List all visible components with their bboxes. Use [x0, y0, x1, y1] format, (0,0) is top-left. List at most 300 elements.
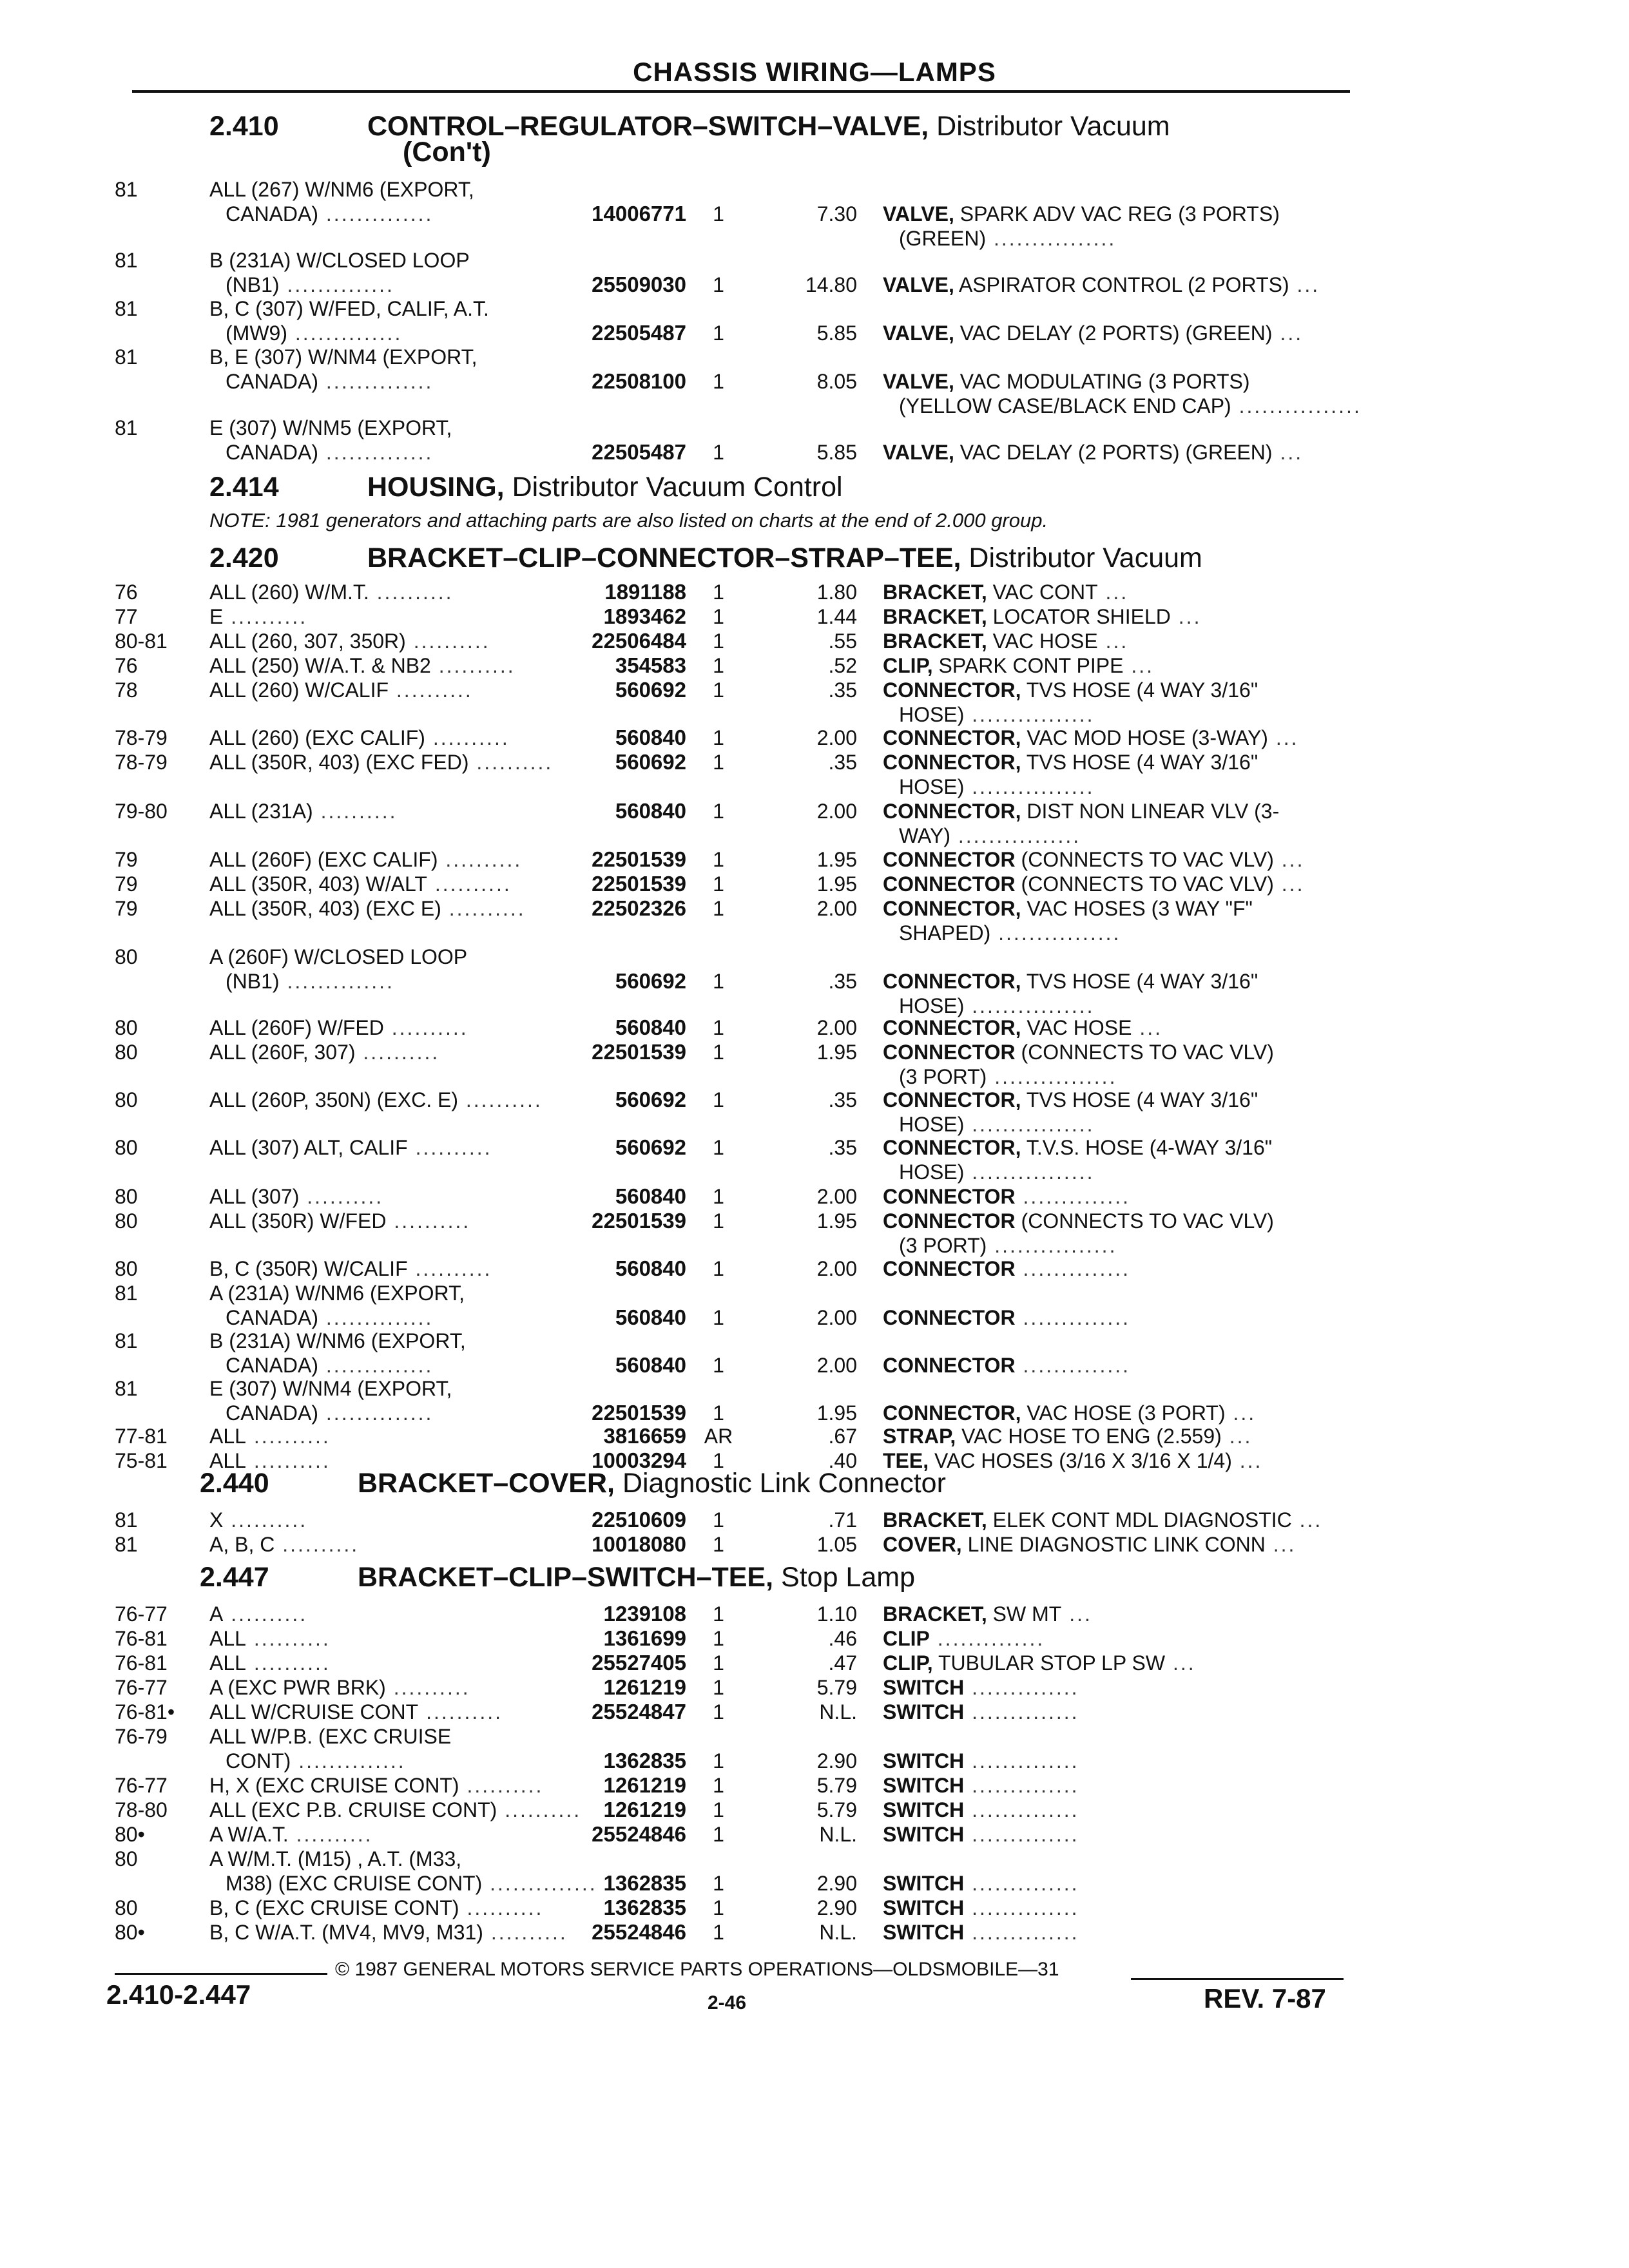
- leader-dots: ..............: [964, 1749, 1079, 1773]
- application-cont: CANADA) ..............: [226, 370, 434, 393]
- description-text: ELEK CONT MDL DIAGNOSTIC: [987, 1508, 1292, 1532]
- application: B, C W/A.T. (MV4, MV9, M31) ..........: [209, 1921, 568, 1944]
- year-range: 80•: [115, 1921, 145, 1944]
- quantity: 1: [713, 605, 724, 628]
- quantity: 1: [713, 800, 724, 823]
- quantity: 1: [713, 370, 724, 393]
- leader-dots: ...: [1123, 654, 1154, 677]
- description-keyword: CONNECTOR: [883, 1354, 1016, 1377]
- section-title-suffix: Distributor Vacuum: [969, 543, 1202, 573]
- leader-dots: ..........: [288, 1823, 373, 1846]
- application: A W/A.T. ..........: [209, 1823, 373, 1846]
- leader-dots: ..............: [1015, 1306, 1130, 1329]
- part-number: 1261219: [603, 1773, 686, 1797]
- price: 2.90: [816, 1749, 857, 1773]
- year-range: 80: [115, 945, 138, 968]
- leader-dots: ..........: [430, 654, 516, 677]
- application: B (231A) W/CLOSED LOOP: [209, 249, 470, 272]
- quantity: 1: [713, 1306, 724, 1329]
- application: ALL W/CRUISE CONT ..........: [209, 1700, 503, 1724]
- description-keyword: CONNECTOR,: [883, 1088, 1021, 1111]
- leader-dots: ...: [1268, 726, 1299, 749]
- section-title-main: BRACKET–CLIP–SWITCH–TEE,: [358, 1562, 774, 1593]
- application-cont: CANADA) ..............: [226, 1354, 434, 1377]
- price: 5.79: [816, 1798, 857, 1821]
- description: [883, 872, 1398, 896]
- description: [883, 1448, 1398, 1473]
- price: 1.10: [816, 1602, 857, 1626]
- part-number: 25527405: [592, 1651, 686, 1675]
- application: E ..........: [209, 605, 308, 628]
- year-range: 79: [115, 897, 138, 920]
- quantity: 1: [713, 1041, 724, 1064]
- price: 2.90: [816, 1872, 857, 1895]
- leader-dots: ..........: [385, 1676, 470, 1699]
- leader-dots: ..........: [407, 1257, 492, 1280]
- quantity: 1: [713, 581, 724, 604]
- footer-revision: REV. 7-87: [1204, 1983, 1326, 2013]
- application: B, C (307) W/FED, CALIF, A.T.: [209, 297, 489, 320]
- description-keyword: CONNECTOR,: [883, 1136, 1021, 1159]
- leader-dots: ...: [1231, 1449, 1263, 1472]
- description-cont: (3 PORT) ................: [899, 1234, 1117, 1257]
- description-text: TVS HOSE (4 WAY 3/16": [1021, 1088, 1258, 1111]
- price: 2.00: [816, 1354, 857, 1377]
- quantity: 1: [713, 1449, 724, 1472]
- part-number: 560692: [615, 750, 686, 774]
- application-cont: CONT) ..............: [226, 1749, 406, 1773]
- year-range: 76-77: [115, 1602, 168, 1626]
- year-range: 76-81: [115, 1651, 168, 1675]
- section-title-main: BRACKET–CLIP–CONNECTOR–STRAP–TEE,: [367, 543, 961, 573]
- part-number: 1362835: [603, 1749, 686, 1773]
- price: 1.44: [816, 605, 857, 628]
- part-number: 560692: [615, 1088, 686, 1111]
- description-text: (CONNECTS TO VAC VLV): [1015, 872, 1274, 896]
- description-keyword: CLIP,: [883, 1651, 933, 1675]
- section-title-suffix: Stop Lamp: [781, 1562, 915, 1593]
- part-number: 22508100: [592, 369, 686, 393]
- description-keyword: CLIP,: [883, 654, 933, 677]
- part-number: 25524847: [592, 1700, 686, 1724]
- quantity: 1: [713, 1798, 724, 1821]
- description-keyword: COVER,: [883, 1533, 962, 1556]
- description: [883, 750, 1398, 774]
- part-number: 560840: [615, 1256, 686, 1280]
- leader-dots: ..........: [386, 1209, 471, 1233]
- part-number: 1361699: [603, 1626, 686, 1650]
- leader-dots: ..........: [438, 848, 523, 871]
- application: A W/M.T. (M15) , A.T. (M33,: [209, 1847, 462, 1870]
- description-keyword: SWITCH: [883, 1921, 965, 1944]
- quantity: 1: [713, 872, 724, 896]
- page-title: CHASSIS WIRING—LAMPS: [633, 57, 996, 87]
- leader-dots: ...: [1273, 872, 1305, 896]
- leader-dots: ..............: [964, 1798, 1079, 1821]
- description-text: ASPIRATOR CONTROL (2 PORTS): [954, 273, 1289, 296]
- part-number: 560840: [615, 1184, 686, 1208]
- leader-dots: ................: [950, 824, 1081, 847]
- footer-rule-right: [1131, 1978, 1344, 1980]
- description-keyword: BRACKET,: [883, 1602, 987, 1626]
- application: E (307) W/NM5 (EXPORT,: [209, 416, 452, 439]
- leader-dots: ..............: [1015, 1185, 1130, 1208]
- description-cont: HOSE) ................: [899, 1113, 1095, 1136]
- year-range: 76: [115, 581, 138, 604]
- part-number: 10003294: [592, 1448, 686, 1472]
- application: ALL (260) W/M.T. ..........: [209, 581, 454, 604]
- footer-copyright: © 1987 GENERAL MOTORS SERVICE PARTS OPERATIONS—OLDSMOBILE—31: [335, 1959, 1059, 1980]
- description: [883, 847, 1398, 872]
- part-number: 22501539: [592, 1209, 686, 1233]
- description: [883, 440, 1398, 465]
- part-number: 1362835: [603, 1871, 686, 1895]
- leader-dots: ..........: [483, 1921, 568, 1944]
- part-number: 22505487: [592, 321, 686, 345]
- leader-dots: ...: [1221, 1425, 1253, 1448]
- description-text: VAC HOSE TO ENG (2.559): [956, 1425, 1222, 1448]
- part-number: 25509030: [592, 273, 686, 296]
- price: 2.00: [816, 726, 857, 749]
- quantity: 1: [713, 322, 724, 345]
- leader-dots: ..........: [418, 1700, 503, 1724]
- price: 1.95: [816, 1401, 857, 1425]
- price: .35: [828, 970, 857, 993]
- price: .55: [828, 629, 857, 653]
- description: [883, 1749, 1398, 1773]
- part-number: 25524846: [592, 1822, 686, 1846]
- description: [883, 1871, 1398, 1896]
- price: 1.95: [816, 848, 857, 871]
- quantity: 1: [713, 273, 724, 296]
- price: 2.00: [816, 1306, 857, 1329]
- description-text: TVS HOSE (4 WAY 3/16": [1021, 678, 1258, 702]
- price: 5.79: [816, 1774, 857, 1797]
- leader-dots: ..........: [246, 1449, 331, 1472]
- price: .46: [828, 1627, 857, 1650]
- application: ALL (267) W/NM6 (EXPORT,: [209, 178, 474, 201]
- description-keyword: TEE,: [883, 1449, 929, 1472]
- quantity: 1: [713, 1088, 724, 1111]
- quantity: 1: [713, 848, 724, 871]
- description: [883, 1209, 1398, 1233]
- description: [883, 1135, 1398, 1160]
- description-text: SW MT: [987, 1602, 1062, 1626]
- leader-dots: ..........: [246, 1425, 331, 1448]
- description-cont: (GREEN) ................: [899, 227, 1117, 250]
- year-range: 79: [115, 872, 138, 896]
- part-number: 22505487: [592, 440, 686, 464]
- quantity: 1: [713, 629, 724, 653]
- application: E (307) W/NM4 (EXPORT,: [209, 1377, 452, 1400]
- description-text: SPARK CONT PIPE: [932, 654, 1124, 677]
- part-number: 560840: [615, 1353, 686, 1377]
- description-keyword: CONNECTOR: [883, 848, 1016, 871]
- part-number: 354583: [615, 653, 686, 677]
- description: [883, 1256, 1398, 1281]
- price: 2.00: [816, 800, 857, 823]
- description-keyword: SWITCH: [883, 1749, 965, 1773]
- quantity: 1: [713, 1257, 724, 1280]
- leader-dots: ..............: [318, 1354, 434, 1377]
- quantity: 1: [713, 1749, 724, 1773]
- leader-dots: ..............: [318, 202, 434, 226]
- year-range: 76-81•: [115, 1700, 175, 1724]
- year-range: 78-80: [115, 1798, 168, 1821]
- leader-dots: ...: [1097, 629, 1129, 653]
- part-number: 560692: [615, 1135, 686, 1159]
- footer-page-number: 2-46: [708, 1992, 747, 2013]
- leader-dots: ..............: [318, 370, 434, 393]
- section-title-suffix: Distributor Vacuum: [936, 111, 1170, 142]
- leader-dots: ...: [1061, 1602, 1092, 1626]
- description-keyword: BRACKET,: [883, 629, 987, 653]
- description: [883, 726, 1398, 750]
- price: .52: [828, 654, 857, 677]
- price: 1.95: [816, 1041, 857, 1064]
- leader-dots: ...: [1132, 1016, 1162, 1039]
- description-keyword: CONNECTOR,: [883, 1401, 1021, 1425]
- leader-dots: ..........: [458, 1088, 543, 1111]
- description-text: (CONNECTS TO VAC VLV): [1015, 1041, 1274, 1064]
- year-range: 81: [115, 1282, 138, 1305]
- leader-dots: ...: [1225, 1401, 1257, 1425]
- description-text: VAC HOSES (3/16 X 3/16 X 1/4): [929, 1449, 1232, 1472]
- description-text: VAC CONT: [987, 581, 1098, 604]
- leader-dots: ...: [1170, 605, 1202, 628]
- description-text: VAC DELAY (2 PORTS) (GREEN): [954, 441, 1273, 464]
- description-text: LINE DIAGNOSTIC LINK CONN: [961, 1533, 1266, 1556]
- leader-dots: ..........: [223, 605, 308, 628]
- part-number: 22510609: [592, 1508, 686, 1532]
- leader-dots: ................: [964, 1160, 1095, 1184]
- section-title-suffix: Distributor Vacuum Control: [512, 472, 843, 503]
- leader-dots: ................: [1231, 394, 1362, 418]
- quantity: 1: [713, 1508, 724, 1532]
- description: [883, 1353, 1398, 1378]
- description-text: (CONNECTS TO VAC VLV): [1015, 848, 1274, 871]
- year-range: 80: [115, 1136, 138, 1159]
- year-range: 77-81: [115, 1425, 168, 1448]
- description-keyword: CONNECTOR,: [883, 751, 1021, 774]
- description-keyword: VALVE,: [883, 441, 954, 464]
- application-cont: CANADA) ..............: [226, 1401, 434, 1425]
- description-keyword: BRACKET,: [883, 581, 987, 604]
- description-cont: (3 PORT) ................: [899, 1065, 1117, 1088]
- application: B, E (307) W/NM4 (EXPORT,: [209, 345, 477, 369]
- leader-dots: ...: [1291, 1508, 1323, 1532]
- leader-dots: ...: [1272, 441, 1304, 464]
- year-range: 76-79: [115, 1725, 168, 1748]
- leader-dots: ................: [964, 1113, 1095, 1136]
- leader-dots: ..........: [313, 800, 398, 823]
- year-range: 78-79: [115, 726, 168, 749]
- price: 5.85: [816, 322, 857, 345]
- leader-dots: ..........: [246, 1627, 331, 1650]
- quantity: 1: [713, 1016, 724, 1039]
- part-number: 22502326: [592, 896, 686, 920]
- description-keyword: CONNECTOR: [883, 872, 1016, 896]
- year-range: 76-77: [115, 1774, 168, 1797]
- quantity: 1: [713, 1676, 724, 1699]
- price: .40: [828, 1449, 857, 1472]
- leader-dots: ................: [987, 1065, 1117, 1088]
- price: 1.05: [816, 1533, 857, 1556]
- application: ALL (260P, 350N) (EXC. E) ..........: [209, 1088, 543, 1111]
- quantity: 1: [713, 1651, 724, 1675]
- description: [883, 273, 1398, 297]
- price: 1.95: [816, 1209, 857, 1233]
- part-number: 560840: [615, 1305, 686, 1329]
- price: N.L.: [819, 1921, 857, 1944]
- application: B, C (EXC CRUISE CONT) ..........: [209, 1896, 544, 1919]
- section-number: 2.440: [200, 1468, 269, 1499]
- description: [883, 1532, 1398, 1557]
- part-number: 560840: [615, 1015, 686, 1039]
- section-title: [367, 472, 843, 503]
- part-number: 14006771: [592, 202, 686, 226]
- description: [883, 1305, 1398, 1330]
- year-range: 81: [115, 249, 138, 272]
- description: [883, 1015, 1398, 1040]
- year-range: 75-81: [115, 1449, 168, 1472]
- leader-dots: ..............: [929, 1627, 1045, 1650]
- quantity: 1: [713, 1872, 724, 1895]
- leader-dots: ..............: [1015, 1354, 1130, 1377]
- application-cont: CANADA) ..............: [226, 1306, 434, 1329]
- description-keyword: VALVE,: [883, 202, 954, 226]
- description-cont: HOSE) ................: [899, 775, 1095, 798]
- description-text: LOCATOR SHIELD: [987, 605, 1171, 628]
- year-range: 77: [115, 605, 138, 628]
- leader-dots: ..........: [497, 1798, 582, 1821]
- description-keyword: SWITCH: [883, 1798, 965, 1821]
- year-range: 80: [115, 1016, 138, 1039]
- quantity: 1: [713, 1209, 724, 1233]
- quantity: AR: [704, 1425, 733, 1448]
- quantity: 1: [713, 1823, 724, 1846]
- description: [883, 799, 1398, 823]
- leader-dots: ..............: [964, 1896, 1079, 1919]
- year-range: 76-77: [115, 1676, 168, 1699]
- application: ALL (260F, 307) ..........: [209, 1041, 440, 1064]
- year-range: 80: [115, 1209, 138, 1233]
- leader-dots: ..........: [405, 629, 490, 653]
- section-title: [367, 543, 1202, 574]
- application: ALL (350R, 403) (EXC FED) ..........: [209, 751, 554, 774]
- section-note: NOTE: 1981 generators and attaching parts are also listed on charts at the end of 2.000 group.: [209, 509, 1048, 532]
- leader-dots: ................: [987, 1234, 1117, 1257]
- leader-dots: ..............: [964, 1921, 1079, 1944]
- year-range: 81: [115, 1533, 138, 1556]
- part-number: 10018080: [592, 1532, 686, 1556]
- application: ALL (350R, 403) W/ALT ..........: [209, 872, 512, 896]
- quantity: 1: [713, 1921, 724, 1944]
- leader-dots: ..............: [964, 1872, 1079, 1895]
- leader-dots: ..........: [441, 897, 526, 920]
- leader-dots: ..............: [279, 970, 394, 993]
- price: 2.00: [816, 897, 857, 920]
- description-keyword: CONNECTOR,: [883, 897, 1021, 920]
- description: [883, 1700, 1398, 1724]
- section-number: 2.410: [209, 111, 279, 142]
- description-keyword: SWITCH: [883, 1823, 965, 1846]
- description: [883, 653, 1398, 678]
- description-text: TVS HOSE (4 WAY 3/16": [1021, 970, 1258, 993]
- leader-dots: ..............: [964, 1823, 1079, 1846]
- description-keyword: CONNECTOR,: [883, 970, 1021, 993]
- description-keyword: CONNECTOR: [883, 1185, 1016, 1208]
- application: ALL W/P.B. (EXC CRUISE: [209, 1725, 452, 1748]
- leader-dots: ..........: [389, 678, 473, 702]
- description-text: VAC HOSE: [1021, 1016, 1132, 1039]
- leader-dots: ................: [964, 994, 1095, 1017]
- year-range: 79-80: [115, 800, 168, 823]
- description: [883, 1401, 1398, 1425]
- part-number: 1893462: [603, 604, 686, 628]
- year-range: 78: [115, 678, 138, 702]
- year-range: 80: [115, 1088, 138, 1111]
- year-range: 80: [115, 1847, 138, 1870]
- leader-dots: ..........: [459, 1774, 544, 1797]
- section-subtitle: (Con't): [403, 137, 491, 168]
- quantity: 1: [713, 441, 724, 464]
- part-number: 22501539: [592, 872, 686, 896]
- description: [883, 1424, 1398, 1448]
- description-keyword: VALVE,: [883, 273, 954, 296]
- description-keyword: VALVE,: [883, 370, 954, 393]
- leader-dots: ..............: [291, 1749, 406, 1773]
- description: [883, 604, 1398, 629]
- description-text: TUBULAR STOP LP SW: [932, 1651, 1166, 1675]
- description: [883, 1920, 1398, 1945]
- description-keyword: VALVE,: [883, 322, 954, 345]
- section-number: 2.420: [209, 543, 279, 573]
- year-range: 81: [115, 1377, 138, 1400]
- leader-dots: ...: [1289, 273, 1320, 296]
- quantity: 1: [713, 751, 724, 774]
- quantity: 1: [713, 654, 724, 677]
- price: 2.00: [816, 1016, 857, 1039]
- part-number: 22501539: [592, 847, 686, 871]
- quantity: 1: [713, 1185, 724, 1208]
- description: [883, 1675, 1398, 1700]
- application: ALL (307) ALT, CALIF ..........: [209, 1136, 492, 1159]
- description: [883, 580, 1398, 604]
- year-range: 80: [115, 1041, 138, 1064]
- application: ALL (260) W/CALIF ..........: [209, 678, 473, 702]
- header-rule: [132, 90, 1350, 93]
- part-number: 22501539: [592, 1040, 686, 1064]
- description-text: SPARK ADV VAC REG (3 PORTS): [954, 202, 1280, 226]
- price: .47: [828, 1651, 857, 1675]
- price: 2.90: [816, 1896, 857, 1919]
- description: [883, 1040, 1398, 1064]
- price: N.L.: [819, 1700, 857, 1724]
- application: ALL (260) (EXC CALIF) ..........: [209, 726, 510, 749]
- year-range: 76-81: [115, 1627, 168, 1650]
- leader-dots: ..........: [275, 1533, 360, 1556]
- leader-dots: ...: [1265, 1533, 1296, 1556]
- year-range: 81: [115, 345, 138, 369]
- section-title-main: HOUSING,: [367, 472, 505, 503]
- price: 7.30: [816, 202, 857, 226]
- description-text: VAC DELAY (2 PORTS) (GREEN): [954, 322, 1273, 345]
- description-keyword: SWITCH: [883, 1676, 965, 1699]
- year-range: 78-79: [115, 751, 168, 774]
- description-cont: WAY) ................: [899, 824, 1081, 847]
- leader-dots: ..........: [459, 1896, 544, 1919]
